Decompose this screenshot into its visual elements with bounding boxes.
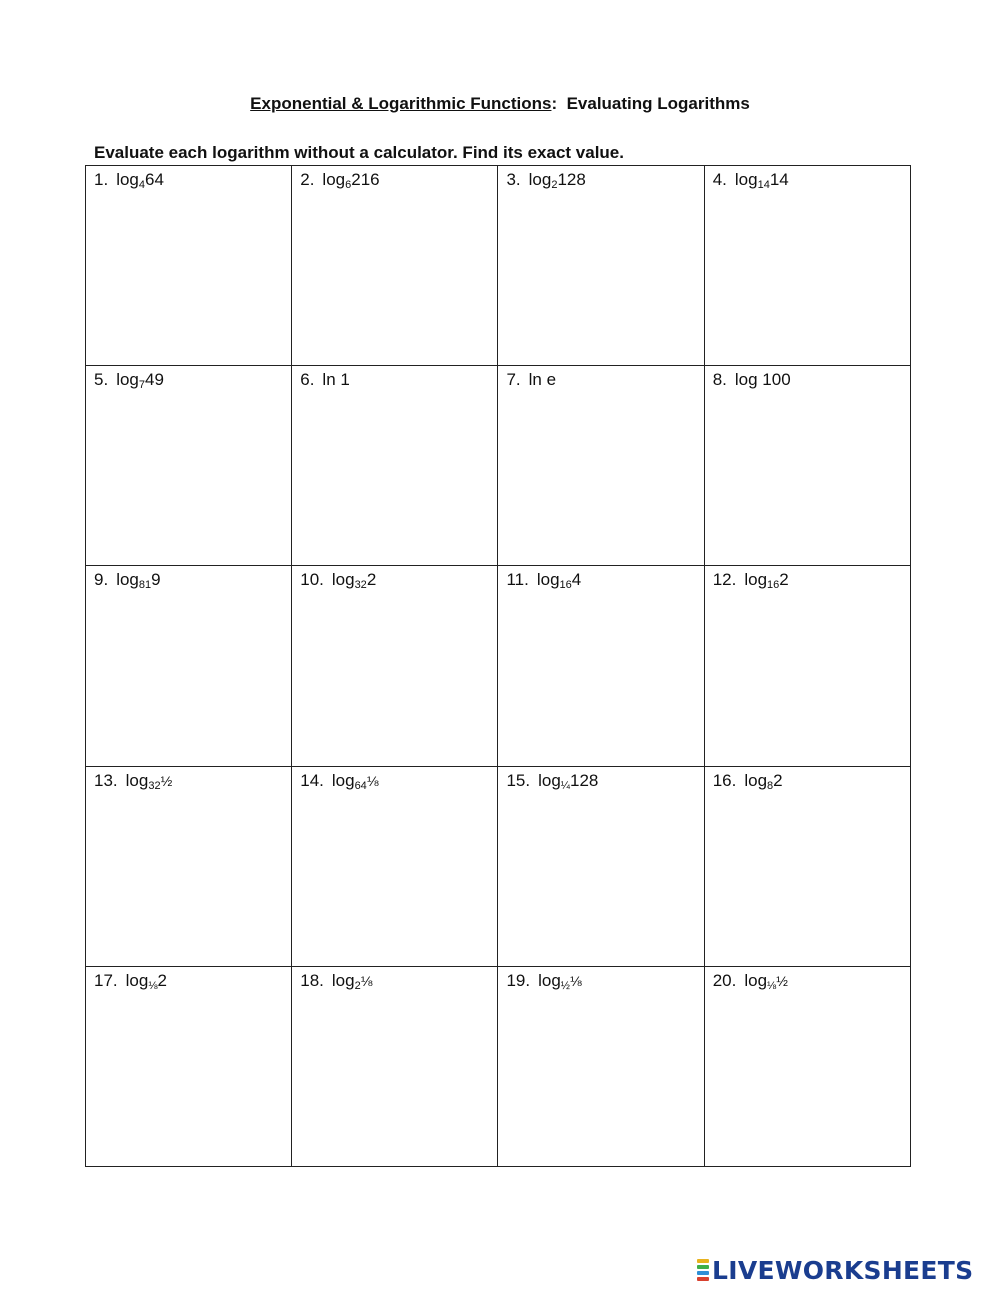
log-base: 4 — [138, 179, 145, 191]
problem-cell[interactable] — [498, 166, 704, 366]
problem-number: 6. — [300, 370, 315, 390]
log-argument: 128 — [557, 170, 586, 189]
log-argument: ⅛ — [360, 972, 373, 989]
problem-cell[interactable] — [86, 766, 292, 966]
problem-number: 18. — [300, 970, 324, 990]
log-base: 7 — [138, 379, 145, 392]
log-argument: 9 — [151, 570, 161, 590]
problem-number: 9. — [94, 570, 109, 590]
problem-number: 8. — [712, 370, 727, 390]
log-function: log — [538, 970, 561, 990]
log-base: 16 — [559, 579, 572, 592]
problem-row — [86, 566, 911, 766]
logo-mark-bar — [697, 1265, 709, 1269]
log-base: 14 — [757, 179, 770, 191]
log-function: log — [734, 170, 758, 189]
title-separator: : — [551, 94, 567, 113]
problem-row — [86, 766, 911, 966]
log-base: 2 — [354, 979, 361, 992]
problem-number: 4. — [712, 170, 727, 189]
problem-cell[interactable] — [704, 966, 910, 1166]
problem-cell[interactable] — [498, 966, 704, 1166]
log-base: 81 — [138, 579, 152, 592]
log-argument: 2 — [366, 570, 377, 590]
logo-mark-bar — [697, 1277, 709, 1281]
log-function: log — [536, 570, 560, 590]
log-argument: 2 — [773, 770, 783, 790]
problem-cell[interactable] — [292, 766, 498, 966]
log-function: log — [125, 770, 149, 790]
log-argument: 128 — [569, 770, 599, 790]
log-function: ln 1 — [322, 370, 350, 390]
log-argument: 2 — [157, 970, 167, 990]
title-topic: Exponential & Logarithmic Functions — [250, 94, 552, 113]
worksheet-title — [0, 94, 1000, 114]
log-argument: 216 — [351, 170, 380, 189]
log-argument: 2 — [779, 570, 789, 590]
log-argument: ½ — [160, 772, 173, 789]
problem-number: 16. — [712, 770, 737, 790]
problem-grid — [85, 165, 911, 1167]
problem-row — [86, 366, 911, 566]
problem-cell[interactable] — [292, 166, 498, 366]
logo-mark-bar — [697, 1259, 709, 1263]
problem-number: 11. — [506, 570, 529, 590]
problem-row — [86, 166, 911, 366]
problem-number: 5. — [94, 370, 109, 390]
log-function: ln e — [528, 370, 557, 390]
problem-number: 19. — [506, 970, 531, 990]
log-function: log — [116, 370, 139, 390]
log-base: ½ — [560, 979, 570, 992]
problem-number: 17. — [94, 970, 118, 990]
problem-cell[interactable] — [704, 766, 910, 966]
log-base: 2 — [551, 179, 558, 191]
log-function: log — [331, 970, 355, 990]
logo-text: LIVEWORKSHEETS — [712, 1255, 974, 1285]
problem-cell[interactable] — [704, 166, 910, 366]
problem-cell[interactable] — [704, 366, 910, 566]
log-base: 32 — [148, 779, 161, 792]
problem-number: 7. — [506, 370, 521, 390]
log-argument: 4 — [571, 570, 582, 590]
log-function: log — [331, 570, 355, 590]
problem-cell[interactable] — [86, 966, 292, 1166]
log-function: log — [331, 770, 355, 790]
problem-number: 12. — [712, 570, 737, 590]
log-function: log — [744, 970, 768, 990]
log-argument: 14 — [769, 170, 789, 189]
problem-number: 2. — [300, 170, 315, 189]
liveworksheets-logo — [697, 1255, 973, 1285]
problem-cell[interactable] — [86, 366, 292, 566]
problem-number: 20. — [712, 970, 737, 990]
problem-cell[interactable] — [704, 566, 910, 766]
log-function: log — [116, 170, 139, 189]
log-function: log — [528, 170, 552, 189]
log-base: ¼ — [560, 779, 570, 792]
log-argument: 64 — [145, 170, 164, 189]
log-function: log 100 — [734, 370, 791, 390]
problem-number: 1. — [94, 170, 109, 189]
problem-row — [86, 966, 911, 1166]
log-argument: ½ — [776, 972, 788, 989]
log-base: 16 — [767, 579, 780, 592]
log-argument: ⅛ — [569, 972, 582, 989]
log-function: log — [116, 570, 139, 590]
log-base: ⅛ — [148, 979, 158, 992]
problem-number: 10. — [300, 570, 324, 590]
log-function: log — [744, 770, 768, 790]
problem-cell[interactable] — [86, 566, 292, 766]
logo-mark-icon — [697, 1258, 709, 1282]
problem-cell[interactable] — [292, 366, 498, 566]
problem-number: 3. — [506, 170, 521, 189]
log-base: 64 — [354, 779, 367, 792]
title-subtopic: Evaluating Logarithms — [566, 94, 750, 113]
log-function: log — [125, 970, 149, 990]
log-base: 8 — [767, 779, 774, 792]
log-base: 6 — [345, 179, 352, 191]
log-function: log — [744, 570, 768, 590]
problem-cell[interactable] — [292, 966, 498, 1166]
log-argument: ⅛ — [366, 772, 379, 789]
log-base: ⅛ — [767, 979, 777, 992]
log-argument: 49 — [145, 370, 164, 390]
problem-cell[interactable] — [498, 366, 704, 566]
problem-cell[interactable] — [498, 566, 704, 766]
problem-number: 14. — [300, 770, 324, 790]
problem-cell[interactable] — [292, 566, 498, 766]
problem-number: 15. — [506, 770, 531, 790]
log-function: log — [322, 170, 346, 189]
problem-cell[interactable] — [86, 166, 292, 366]
log-function: log — [538, 770, 561, 790]
log-base: 32 — [354, 579, 367, 592]
problem-number: 13. — [94, 770, 118, 790]
logo-mark-bar — [697, 1271, 709, 1275]
instructions: Evaluate each logarithm without a calculator. Find its exact value. — [94, 143, 624, 162]
problem-cell[interactable] — [498, 766, 704, 966]
